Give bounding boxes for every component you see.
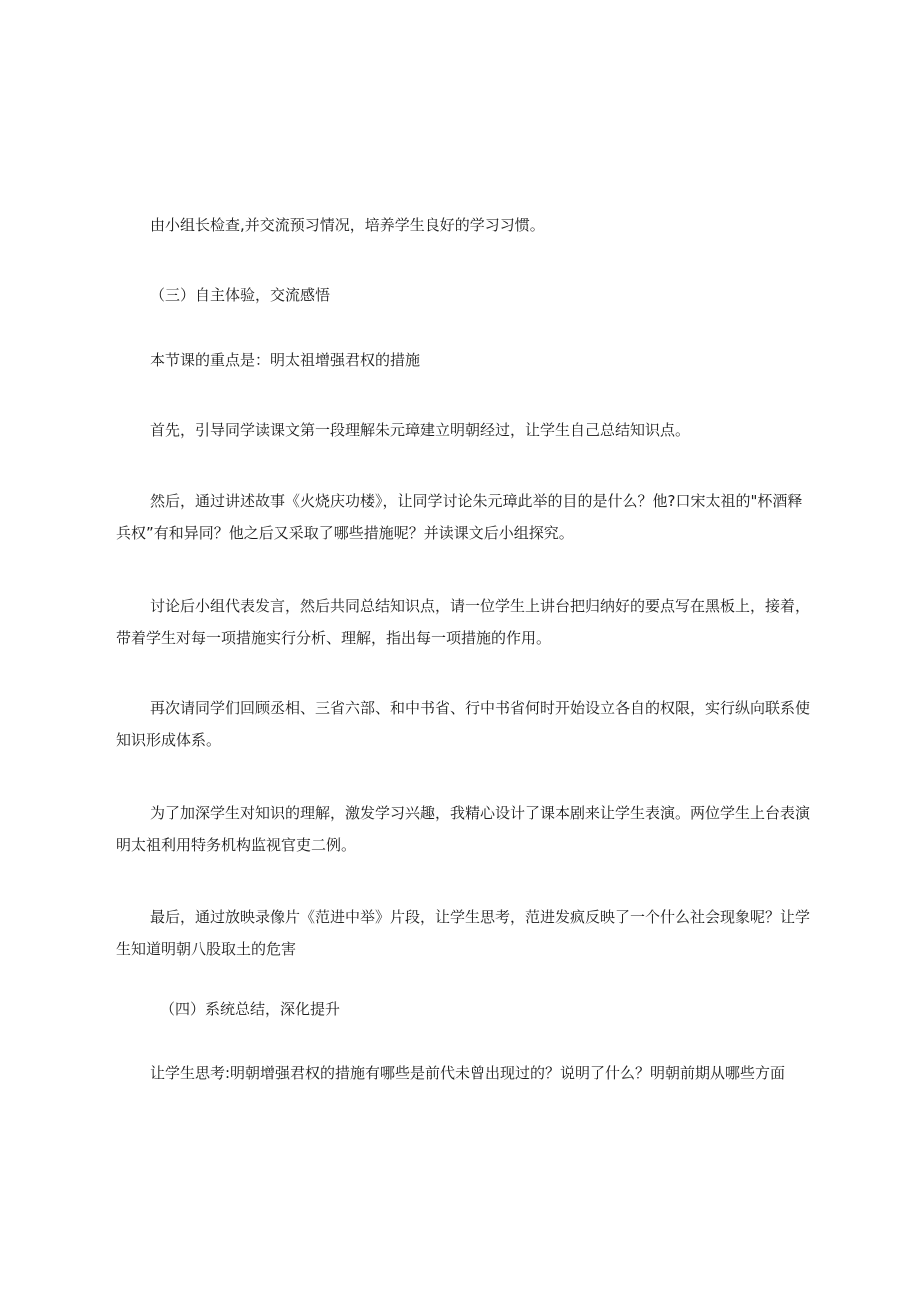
paragraph-discussion: 讨论后小组代表发言，然后共同总结知识点，请一位学生上讲台把归纳好的要点写在黑板上，接着，带着学生对每一项措施实行分析、理解，指出每一项措施的作用。 xyxy=(116,597,811,647)
paragraph-finally: 最后，通过放映录像片《范进中举》片段，让学生思考，范进发疯反映了一个什么社会现象呢？让学生知道明朝八股取土的危害 xyxy=(116,908,811,958)
section-heading-three: （三）自主体验，交流感悟 xyxy=(150,286,331,304)
paragraph-group-check: 由小组长检查,并交流预习情况，培养学生良好的学习习惯。 xyxy=(150,216,545,234)
paragraph-first: 首先，引导同学读课文第一段理解朱元璋建立明朝经过，让学生自己总结知识点。 xyxy=(150,421,691,439)
paragraph-play: 为了加深学生对知识的理解，激发学习兴趣，我精心设计了课本剧来让学生表演。两位学生上台表演明太祖利用特务机构监视官吏二例。 xyxy=(116,804,811,854)
paragraph-then: 然后，通过讲述故事《火烧庆功楼》，让同学讨论朱元璋此举的目的是什么？他?口宋太祖的"杯酒释兵权”有和异同？他之后又采取了哪些措施呢？并读课文后小组探究。 xyxy=(116,492,803,542)
paragraph-key-point: 本节课的重点是：明太祖增强君权的措施 xyxy=(150,351,421,369)
paragraph-review: 再次请同学们回顾丞相、三省六部、和中书省、行中书省何时开始设立各自的权限，实行纵向联系使知识形成体系。 xyxy=(116,699,811,749)
paragraph-summary-question: 让学生思考:明朝增强君权的措施有哪些是前代未曾出现过的？说明了什么？明朝前期从哪些方面 xyxy=(150,1064,786,1082)
section-heading-four: （四）系统总结，深化提升 xyxy=(160,1000,341,1018)
